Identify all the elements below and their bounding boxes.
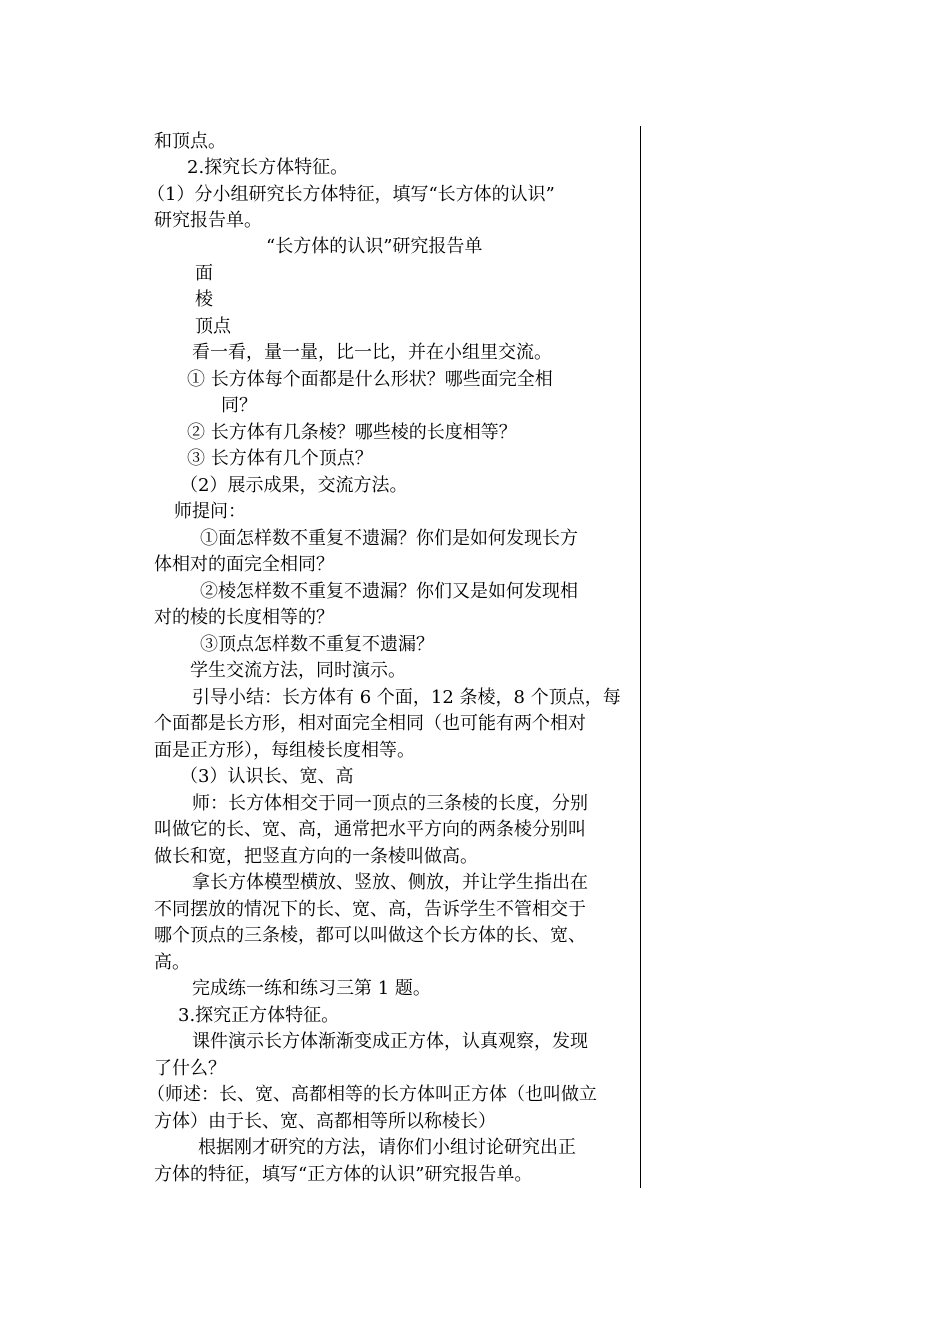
text-line: 面是正方形），每组棱长度相等。 (154, 740, 415, 761)
text-line: 方体的特征，填写“正方体的认识”研究报告单。 (154, 1164, 533, 1185)
report-row-label: 顶点 (195, 316, 231, 337)
section-heading: （3）认识长、宽、高 (180, 766, 354, 787)
question-item: ②棱怎样数不重复不遗漏？你们又是如何发现相 (200, 581, 578, 602)
text-line: 看一看，量一量，比一比，并在小组里交流。 (192, 342, 552, 363)
question-item: ① 长方体每个面都是什么形状？哪些面完全相 (187, 369, 553, 390)
question-item: ③顶点怎样数不重复不遗漏？ (200, 634, 434, 655)
question-item: ② 长方体有几条棱？哪些棱的长度相等？ (187, 422, 517, 443)
text-line: 拿长方体模型横放、竖放、侧放，并让学生指出在 (192, 872, 588, 893)
text-line: 师提问： (174, 501, 246, 522)
text-line: 个面都是长方形，相对面完全相同（也可能有两个相对 (154, 713, 586, 734)
text-line: 做长和宽，把竖直方向的一条棱叫做高。 (154, 846, 478, 867)
text-line: 完成练一练和练习三第 1 题。 (192, 978, 431, 999)
text-line: 方体）由于长、宽、高都相等所以称棱长） (154, 1111, 496, 1132)
text-line: 课件演示长方体渐渐变成正方体，认真观察，发现 (192, 1031, 588, 1052)
text-line: 研究报告单。 (154, 210, 262, 231)
text-line: 不同摆放的情况下的长、宽、高，告诉学生不管相交于 (154, 899, 586, 920)
table-column-border (640, 126, 641, 1188)
text-line: 了什么？ (154, 1058, 226, 1079)
text-line: 学生交流方法，同时演示。 (190, 660, 406, 681)
report-row-label: 面 (195, 263, 213, 284)
text-line: 师：长方体相交于同一顶点的三条棱的长度，分别 (192, 793, 588, 814)
text-line: 引导小结：长方体有 6 个面，12 条棱，8 个顶点，每 (192, 687, 621, 708)
text-line: 高。 (154, 952, 190, 973)
text-line: （师述：长、宽、高都相等的长方体叫正方体（也叫做立 (147, 1084, 597, 1105)
question-item: 同？ (221, 395, 257, 416)
report-title: “长方体的认识”研究报告单 (266, 236, 483, 257)
report-row-label: 棱 (195, 289, 213, 310)
text-line: 对的棱的长度相等的？ (154, 607, 334, 628)
text-line: 哪个顶点的三条棱，都可以叫做这个长方体的长、宽、 (154, 925, 586, 946)
text-line: 和顶点。 (154, 131, 226, 152)
text-line: 叫做它的长、宽、高，通常把水平方向的两条棱分别叫 (154, 819, 586, 840)
section-heading: 2.探究长方体特征。 (187, 157, 349, 178)
text-line: 体相对的面完全相同？ (154, 554, 334, 575)
question-item: ①面怎样数不重复不遗漏？你们是如何发现长方 (200, 528, 578, 549)
section-heading: 3.探究正方体特征。 (178, 1005, 340, 1026)
text-line: （1）分小组研究长方体特征，填写“长方体的认识” (147, 184, 555, 205)
text-line: 根据刚才研究的方法，请你们小组讨论研究出正 (198, 1137, 576, 1158)
question-item: ③ 长方体有几个顶点？ (187, 448, 373, 469)
section-heading: （2）展示成果，交流方法。 (180, 475, 408, 496)
